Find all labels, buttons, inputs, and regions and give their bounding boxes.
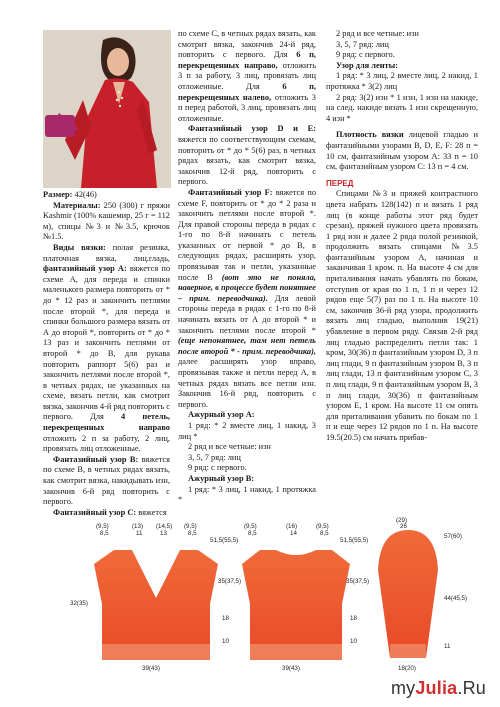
lace-a-label: Ажурный узор А: xyxy=(188,410,255,420)
back-top-dim-3: 14 xyxy=(290,530,297,537)
site-logo xyxy=(391,678,486,699)
pattern-f-text2: Для левой стороны переда в рядах с 1-го по 8-й начинать вязать от А до второй * и закончить петлями после второй * xyxy=(178,293,317,335)
c2-p1-end2: отложить 3 п перед работой, 3 лиц, провязать лиц отложенные. xyxy=(178,92,316,123)
pattern-f-italic: (вот это не поняла, наверное, в процессе будет понятнее – прим. переводчика). xyxy=(178,272,316,303)
back-top-dim-1: 8,5 xyxy=(248,530,257,537)
logo-suffix: .Ru xyxy=(457,678,486,698)
front-right-dim-2: 18 xyxy=(222,615,229,622)
back-right-dim-1: 35(37,5) xyxy=(346,578,370,585)
pattern-c-text: вяжется xyxy=(138,507,167,517)
lace-a-row2: 2 ряд и все четные: изн xyxy=(188,442,271,452)
pattern-a-bold: 4 петель, перекрещенных направо xyxy=(43,412,170,433)
back-top-dim-0: (9,5) xyxy=(244,523,257,530)
logo-prefix: my xyxy=(390,678,416,698)
pattern-de-label: Фантазийный узор D и Е: xyxy=(188,124,316,134)
c2-p1-bold: 6 п, перекрещенных направо, xyxy=(178,50,317,70)
pattern-b-label: Фантазийный узор В: xyxy=(53,454,139,464)
sleeve-right-dim-0: 57(60) xyxy=(444,533,462,540)
pattern-f-text: вяжется по схеме F, повторить от * до * 2 раза и закончить петлями после второй *. Для правой стороны переда в рядах с 1-го по 8-й начинать с петель указанных от первой * до В, в следующих рядах, расширять узор, провязывая так и петли, указанные после В xyxy=(178,187,317,282)
logo-highlight: Julia xyxy=(415,678,458,698)
c2-p1-end: отложить 3 п за работу, 3 лиц, провязать лиц отложенные. Для xyxy=(178,60,317,91)
ribbon-row1: 1 ряд: * 3 лиц, 2 вместе лиц, 2 накид, 1 протяжка * 3(2) лиц xyxy=(326,71,478,91)
sleeve-diagram xyxy=(378,517,467,672)
sleeve-top-dim2: 26 xyxy=(400,523,407,530)
pattern-b-text: вяжется по схеме В, в четных рядах вязать, как смотрит вязка, накидывать изн, закончив 6-й ряд повторить с первого. xyxy=(43,454,170,507)
column-1 xyxy=(43,190,170,518)
front-top-dim-0: (9,5) xyxy=(96,523,109,530)
materials-label: Материалы: xyxy=(53,200,101,210)
back-right-dim-3: 10 xyxy=(350,638,357,645)
c2-p1-bold2: 6 п, перекрещенных налево, xyxy=(178,81,317,102)
front-text: Спицами №3 и пряжей контрастного цвета набрать 128(142) п и вязать 1 ряд лиц (в конце работы этот ряд будет срезан), пряжей нужного цвета провязать 1 ряд изн и далее 2 ряда полой резинкой, продолжить вязать спицами №3.5 фантазийным узором А, начиная и заканчивая 1 кром. п. На высоте 4 см для приталивания начать убавлять по бокам, отступив от края по 1 п, 1 п и через 12 рядов еще 5(7) раз по 1 п. На высоте 10 см, закончив 36-й ряд узора, продолжить вязать лиц гладью, выполнив 19(21) убавление в первом ряду. Связав 2-й ряд лиц гладью распределить петли так: 1 кром, 30(36) п фантазийным узором D, 3 п лиц глади, 9 п фантазийным узором В, 3 п лиц глади, 13 п фантазийным узором С, 3 п лиц глади, 9 п фантазийным узором В, 3 п лиц глади, 30(36) п фантазийным узором Е, 1 кром. На высоте 11 см опять для приталивания убавить по бокам по 1 п и еще через 12 рядов по 1 п. На высоте 19.5(20.5) см начать прибав- xyxy=(326,189,478,442)
pattern-a-end: отложить 2 п за работу, 2 лиц, провязать лиц отложенные. xyxy=(43,433,170,454)
lace-a-row4: 9 ряд: с первого. xyxy=(188,463,247,473)
c3-row2: 3, 5, 7 ряд: лиц xyxy=(336,39,389,49)
knit-types-text: полая резинка, платочная вязка, лиц.гладь, xyxy=(43,242,170,263)
density-text: лицевой гладью и фантазийными узорами В, D, E, F: 28 п = 10 см, фантазийным узором А: 33 п = 10 см, фантазийным узором С: 13 п = 4 см. xyxy=(326,130,479,172)
front-top-dim-5: 13 xyxy=(160,530,167,537)
lace-b-row1: 1 ряд: * 3 лиц, 1 накид, 1 протяжка * xyxy=(178,484,316,505)
back-top-dim-4: (9,5) xyxy=(316,523,329,530)
back-diagram xyxy=(242,523,369,672)
sleeve-right-dim-1: 44(45,5) xyxy=(444,595,468,602)
front-top-dim-1: 8,5 xyxy=(100,530,109,537)
front-top-dim-3: 11 xyxy=(136,530,143,537)
sleeve-bottom-dim: 18(20) xyxy=(398,665,416,672)
pattern-a-text: вяжется по схеме А, для переда и спинки маленького размера повторить от * до * 12 раз и закончить петлями после второй *, для переда и спинки большого размера вязать от А до второй *, повторить от * до * 13 раз и закончить петлями от второй * до В, для рукава повторить раппорт 5(6) раз и закончить петлями после второй *, в четных рядах, не указанных на схеме, вязать петли, как смотрит вязка, закончив 4-й ряд повторить с первого. Для xyxy=(43,264,171,422)
sleeve-top-dim: (29) xyxy=(396,517,408,524)
c3-row3: 9 ряд: с первого. xyxy=(336,50,395,60)
size-value: 42(46) xyxy=(74,190,97,199)
front-left-dim: 32(35) xyxy=(70,600,88,607)
back-top-dim-2: (16) xyxy=(286,523,298,530)
back-top-dim-5: 8,5 xyxy=(320,530,329,537)
materials-text: 250 (300) г пряжи Kashmir (100% кашемир, 25 г = 112 м), спицы №3 и №3.5, крючок №1.5. xyxy=(43,200,171,242)
pattern-f-label: Фантазийный узор F: xyxy=(188,187,273,197)
size-label: Размер: xyxy=(43,190,73,199)
lace-a-row3: 3, 5, 7 ряд: лиц xyxy=(188,452,241,462)
front-right-dim-0: 51,5(55,5) xyxy=(210,537,239,544)
front-diagram xyxy=(70,523,241,672)
model-photo xyxy=(43,30,171,188)
sleeve-right-dim-2: 11 xyxy=(444,643,451,650)
pattern-f-text3: далее расширять узор вправо, провязывая также и петли перед А, в четных рядах вязать все петли изн. Закончив 16-й ряд, повторить с первого. xyxy=(178,357,316,409)
back-right-dim-2: 18 xyxy=(350,615,357,622)
ribbon-label: Узор для ленты: xyxy=(336,60,398,70)
knit-types-label: Виды вязки: xyxy=(53,242,106,252)
pattern-a-label: фантазийный узор А: xyxy=(43,264,127,274)
lace-a-row1: 1 ряд: * 2 вместе лиц, 1 накид, 3 лиц * xyxy=(178,420,316,441)
front-right-dim-3: 10 xyxy=(222,638,229,645)
column-2 xyxy=(178,29,316,506)
pattern-c-label: Фантазийный узор С: xyxy=(53,507,137,517)
front-heading: ПЕРЕД xyxy=(326,178,354,188)
ribbon-row2: 2 ряд: 3(2) изн * 1 изн, 1 изн на накиде, на след. накиде вязать 1 изн скрещенную, 4 изн * xyxy=(326,92,478,123)
front-top-dim-7: 8,5 xyxy=(188,530,197,537)
column-3 xyxy=(326,29,478,444)
back-right-dim-0: 51,5(55,5) xyxy=(340,537,369,544)
garment-diagrams xyxy=(70,517,480,690)
density-label: Плотность вязки xyxy=(336,130,404,140)
front-bottom-dim: 39(43) xyxy=(142,665,160,672)
pattern-de-text: вяжется по соответствующим схемам, повторить от * до * 5(6) раз, в четных рядах вязать, как смотрит вязка, закончив 12-й ряд, повторить с первого. xyxy=(178,134,316,187)
c3-row1: 2 ряд и все четные: изн xyxy=(336,29,419,38)
front-top-dim-6: (9,5) xyxy=(184,523,197,530)
c2-p1: по схеме С, в четных рядах вязать, как смотрит вязка, закончив 24-й ряд, повторить с первого. Для xyxy=(178,29,316,60)
front-top-dim-4: (14,5) xyxy=(156,523,173,530)
pattern-f-italic2: (еще непонятнее, там нет петель после второй * - прим. переводчика), xyxy=(178,336,316,356)
model-photo-illustration xyxy=(43,30,171,188)
front-right-dim-1: 35(37,5) xyxy=(218,578,242,585)
back-bottom-dim: 39(43) xyxy=(282,665,300,672)
front-top-dim-2: (13) xyxy=(132,523,144,530)
lace-b-label: Ажурный узор В: xyxy=(188,473,255,483)
diagrams-svg xyxy=(70,517,480,690)
